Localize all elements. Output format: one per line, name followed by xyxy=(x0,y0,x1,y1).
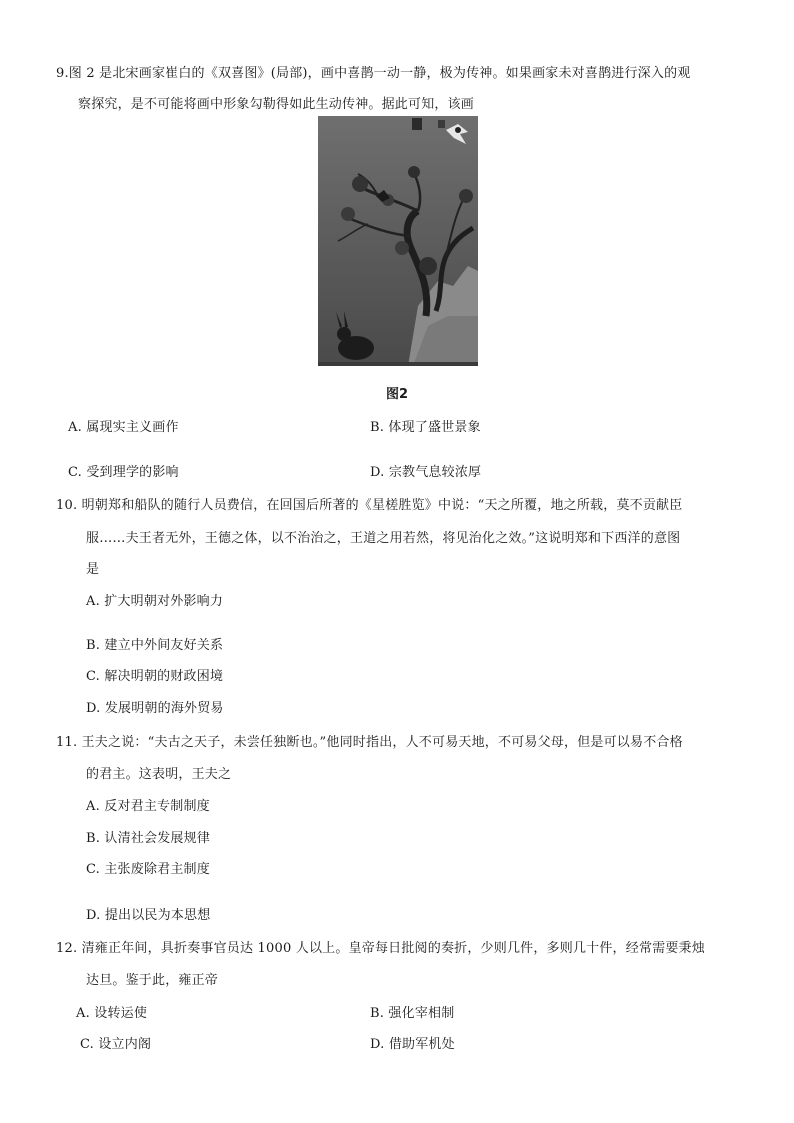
q11-option-d[interactable]: D. 提出以民为本思想 xyxy=(86,908,211,923)
q10-option-d[interactable]: D. 发展明朝的海外贸易 xyxy=(86,701,224,716)
painting-figure xyxy=(318,116,478,366)
q12-option-d[interactable]: D. 借助军机处 xyxy=(370,1037,455,1052)
q10-option-c[interactable]: C. 解决明朝的财政困境 xyxy=(86,669,224,684)
q10-stem-line2: 服……夫王者无外，王德之体，以不治治之，王道之用若然，将见治化之效。”这说明郑和下西洋的意图 xyxy=(86,531,681,546)
q9-option-b[interactable]: B. 体现了盛世景象 xyxy=(370,420,481,435)
q10-stem-line1: 10. 明朝郑和船队的随行人员费信，在回国后所著的《星槎胜览》中说：“天之所覆，地之所载，莫不贡献臣 xyxy=(56,498,683,513)
q11-option-a[interactable]: A. 反对君主专制制度 xyxy=(86,799,210,814)
q11-option-b[interactable]: B. 认清社会发展规律 xyxy=(86,831,211,846)
q9-option-d[interactable]: D. 宗教气息较浓厚 xyxy=(370,465,482,480)
q12-option-c[interactable]: C. 设立内阁 xyxy=(80,1037,152,1052)
q10-stem-line3: 是 xyxy=(86,562,100,577)
q11-stem-line2: 的君主。这表明，王夫之 xyxy=(86,767,232,782)
q12-option-b[interactable]: B. 强化宰相制 xyxy=(370,1006,455,1021)
q10-option-a[interactable]: A. 扩大明朝对外影响力 xyxy=(86,594,224,609)
painting-illustration xyxy=(318,116,478,366)
q9-stem-line1: 9.图 2 是北宋画家崔白的《双喜图》(局部)，画中喜鹊一动一静，极为传神。如果画家未对喜鹊进行深入的观 xyxy=(56,66,691,81)
q9-stem-line2: 察探究，是不可能将画中形象勾勒得如此生动传神。据此可知，该画 xyxy=(78,97,475,112)
figure-caption: 图2 xyxy=(386,387,409,402)
q12-option-a[interactable]: A. 设转运使 xyxy=(76,1006,148,1021)
q11-option-c[interactable]: C. 主张废除君主制度 xyxy=(86,862,210,877)
q12-stem-line2: 达旦。鉴于此，雍正帝 xyxy=(86,973,219,988)
q11-stem-line1: 11. 王夫之说：“夫古之天子，未尝任独断也。”他同时指出，人不可易天地，不可易父母，但是可以易不合格 xyxy=(56,735,683,750)
q10-option-b[interactable]: B. 建立中外间友好关系 xyxy=(86,638,224,653)
q9-option-a[interactable]: A. 属现实主义画作 xyxy=(68,420,179,435)
q12-stem-line1: 12. 清雍正年间，具折奏事官员达 1000 人以上。皇帝每日批阅的奏折，少则几件，多则几十件，经常需要秉烛 xyxy=(56,941,705,956)
q9-option-c[interactable]: C. 受到理学的影响 xyxy=(68,465,179,480)
